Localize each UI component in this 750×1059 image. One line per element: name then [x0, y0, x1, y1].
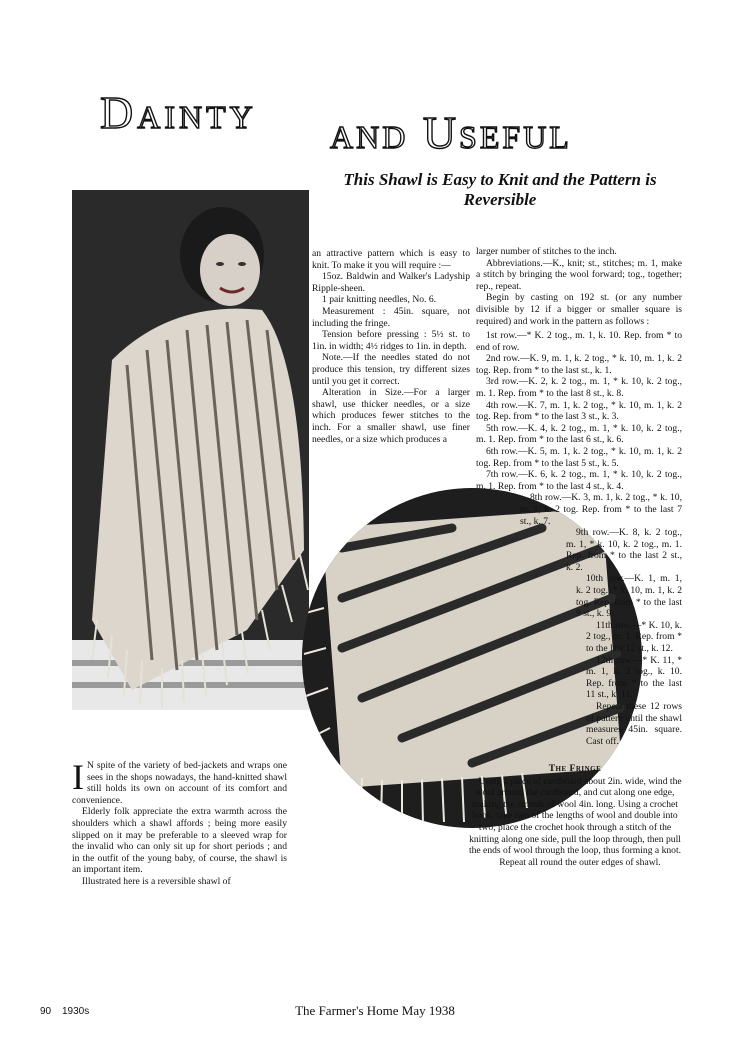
pattern-row: 8th row.—K. 3, m. 1, k. 2 tog., * k. 10, m. 1, k. 2 tog. Rep. from * to the last 7 st., k. 7.	[520, 492, 682, 527]
title-and-useful: and Useful	[330, 107, 572, 158]
pattern-row: 9th row.—K. 8, k. 2 tog., m. 1, * k. 10, k. 2 tog., m. 1. Rep. from * to the last 2 st., k. 2.	[566, 527, 682, 573]
paragraph	[72, 757, 287, 806]
paragraph: an attractive pattern which is easy to knit. To make it you will require :—	[312, 248, 470, 271]
page-number: 90	[40, 1006, 52, 1017]
paragraph: 1 pair knitting needles, No. 6.	[322, 294, 437, 306]
pattern-row: 3rd row.—K. 2, k. 2 tog., m. 1, * k. 10, k. 2 tog., m. 1. Rep. from * to the last 8 st., k. 8.	[476, 376, 682, 399]
paragraph: Using a piece of cardboard about 2in. wide, wind the wool around the cardboard, and cut along one edge, making the strands of wool 4in. long. Using a crochet hook, take two of the lengths of wool and double into two, place the crochet hook through a stitch of the knitting along one side, pull the loop through, then pull the ends of wool through the loop, thus forming a knot.	[468, 775, 682, 857]
intro-text	[72, 757, 287, 888]
pattern-row: 5th row.—K. 4, k. 2 tog., m. 1, * k. 10, k. 2 tog., m. 1. Rep. from * to the last 6 st., k. 6.	[476, 422, 682, 446]
paragraph: Measurement : 45in. square, not including the fringe.	[312, 305, 470, 329]
pattern-row: 1st row.—* K. 2 tog., m. 1, k. 10. Rep. from * to end of row.	[476, 330, 682, 353]
pattern-row: 7th row.—K. 6, k. 2 tog., m. 1, * k. 10, k. 2 tog., m. 1. Rep. from * to the last 4 st., k. 4.	[476, 469, 682, 492]
paragraph: 15oz. Baldwin and Walker's Ladyship Ripple-sheen.	[312, 271, 470, 294]
paragraph: Illustrated here is a reversible shawl of	[82, 875, 231, 887]
era-label: 1930s	[62, 1006, 90, 1017]
pattern-row: 4th row.—K. 7, m. 1, k. 2 tog., * k. 10, m. 1, k. 2 tog. Rep. from * to the last 3 st., k. 3.	[476, 399, 682, 423]
right-column-intro	[476, 246, 682, 327]
publication-line: The Farmer's Home May 1938	[295, 1003, 455, 1018]
paragraph: Abbreviations.—K., knit; st., stitches; m. 1, make a stitch by bringing the wool forward; tog., together; rep., repeat.	[476, 257, 682, 292]
pattern-row: Repeat these 12 rows of pattern until the shawl measures 45in. square. Cast off.	[586, 701, 682, 747]
woman-shawl-photo	[72, 190, 309, 710]
pattern-rows	[476, 330, 682, 747]
pattern-row: 12th row.—* K. 11, * m. 1, k. 2 tog., k. 10. Rep. from * to the last 11 st., k. 11.	[586, 654, 682, 701]
paragraph: Tension before pressing : 5½ st. to 1in. in width; 4½ ridges to 1in. in depth.	[312, 329, 470, 352]
paragraph: Elderly folk appreciate the extra warmth across the shoulders which a shawl affords ; being more easily slipped on it may be preferable to a sleeved wrap for the invalid who can only sit up for short periods ; and in the outfit of the young baby, of course, the shawl is an important item.	[72, 806, 287, 876]
fringe-section	[468, 764, 682, 868]
drop-cap: I	[72, 757, 84, 797]
paragraph: Note.—If the needles stated do not produce this tension, try different sizes until you get it correct.	[312, 352, 470, 387]
fringe-heading: The Fringe	[548, 764, 602, 774]
pattern-row: 6th row.—K. 5, m. 1, k. 2 tog., * k. 10, m. 1, k. 2 tog. Rep. from * to the last 5 st., k. 5.	[476, 445, 682, 469]
paragraph: Alteration in Size.—For a larger shawl, use thicker needles, or a size which produces fewer stitches to the inch. For a smaller shawl, use finer needles, or a size which produces a	[312, 387, 470, 445]
paragraph: Repeat all round the outer edges of shawl.	[499, 856, 661, 868]
title-dainty: Dainty	[100, 87, 257, 138]
pattern-row: 2nd row.—K. 9, m. 1, k. 2 tog., * k. 10, m. 1, k. 2 tog. Rep. from * to the last st., k. 1.	[476, 353, 682, 376]
paragraph: larger number of stitches to the inch.	[476, 246, 617, 257]
pattern-row: 11th row.—* K. 10, k. 2 tog., m. 1. Rep. from * to the last 12 st., k. 12.	[586, 619, 682, 655]
pattern-row: 10th row.—K. 1, m. 1, k. 2 tog., * k. 10, m. 1, k. 2 tog. Rep. from * to the last 9 st., k. 9.	[576, 573, 682, 620]
paragraph: Begin by casting on 192 st. (or any number divisible by 12 if a bigger or smaller square is required) and work in the pattern as follows :	[476, 292, 682, 327]
subtitle: This Shawl is Easy to Knit and the Pattern is Reversible	[343, 170, 657, 209]
intro-first: N spite of the variety of bed-jackets and wraps one sees in the shops nowadays, the hand-knitted shawl still holds its own on account of its comfort and convenience.	[72, 760, 287, 806]
woman-shawl-illustration	[72, 190, 309, 710]
middle-column	[312, 248, 470, 445]
